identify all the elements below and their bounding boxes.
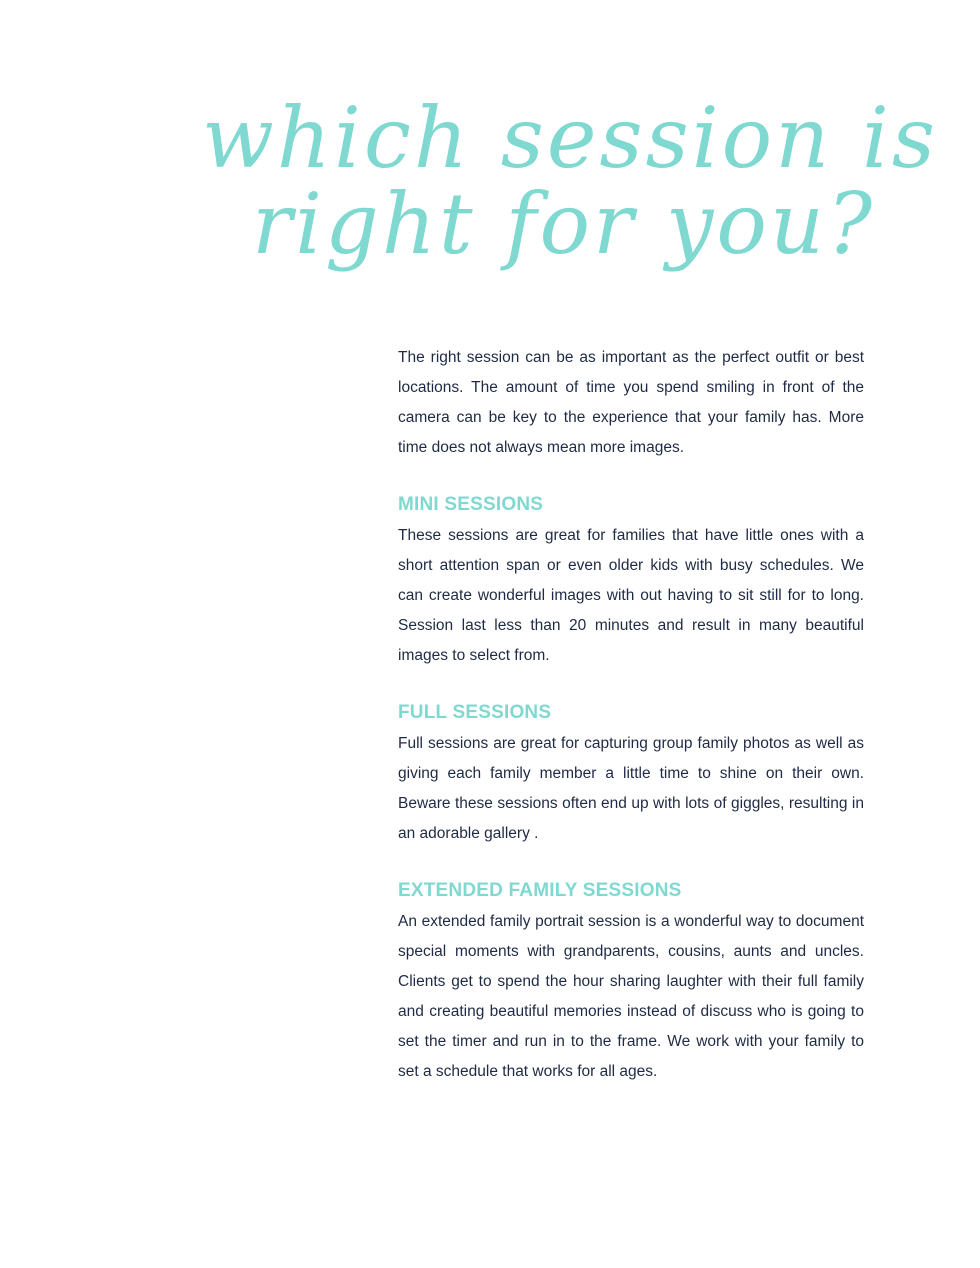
section-extended-family-sessions	[398, 876, 864, 1087]
page-title-line-1: which session is	[202, 89, 938, 187]
page-title-line-2: right for you?	[252, 175, 876, 273]
section-heading: FULL SESSIONS	[398, 702, 552, 723]
intro-paragraph: The right session can be as important as the perfect outfit or best locations. The amount of time you spend smiling in front of the camera can be key to the experience that your family has. More time does not always mean more images.	[398, 349, 864, 456]
section-body: An extended family portrait session is a wonderful way to document special moments with grandparents, cousins, aunts and uncles. Clients get to spend the hour sharing laughter with their full family and creating beautiful memories instead of discuss who is going to set the timer and run in to the frame. We work with your family to set a schedule that works for all ages.	[398, 913, 864, 1080]
section-mini-sessions	[398, 490, 864, 671]
content-column	[398, 343, 864, 1087]
section-body: These sessions are great for families that have little ones with a short attention span or even older kids with busy schedules. We can create wonderful images with out having to sit still for to long. Session last less than 20 minutes and result in many beautiful images to select from.	[398, 527, 864, 664]
page-title	[150, 89, 938, 273]
section-body: Full sessions are great for capturing group family photos as well as giving each family member a little time to shine on their own. Beware these sessions often end up with lots of giggles, resulting in an adorable gallery .	[398, 735, 864, 842]
section-heading: EXTENDED FAMILY SESSIONS	[398, 880, 682, 901]
section-heading: MINI SESSIONS	[398, 494, 544, 515]
section-full-sessions	[398, 698, 864, 849]
